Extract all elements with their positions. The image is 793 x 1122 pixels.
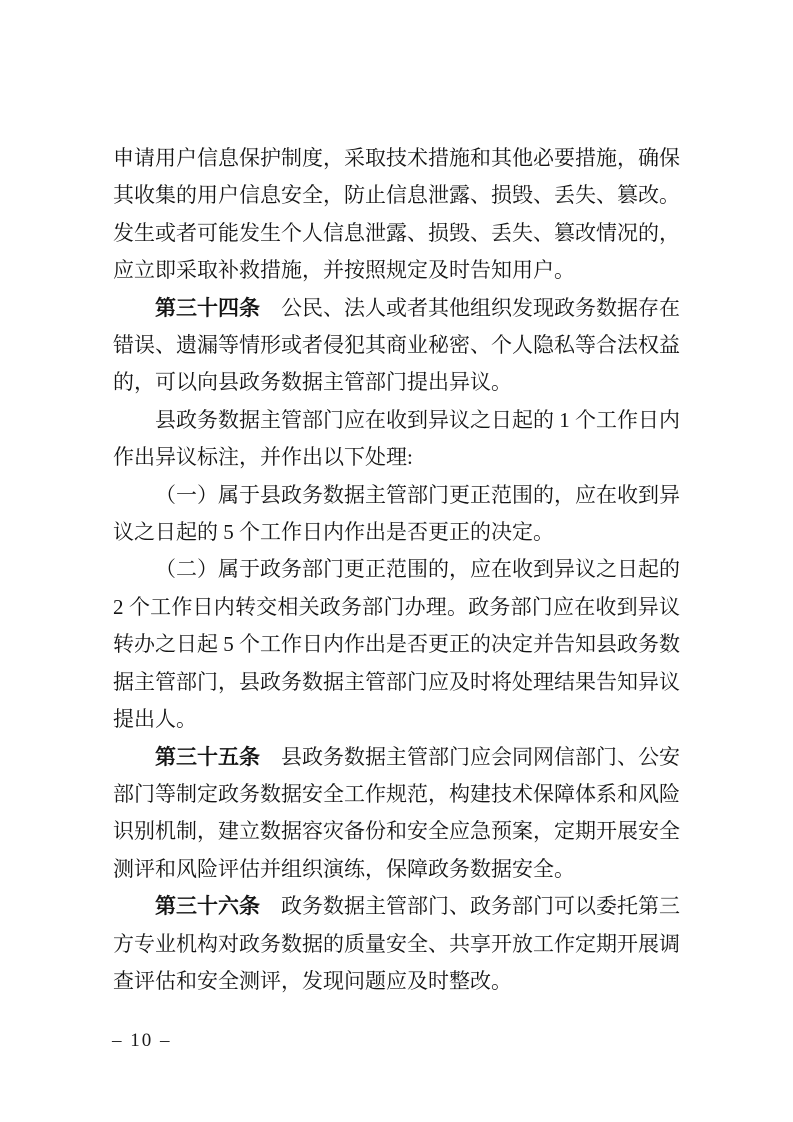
paragraph-item-two <box>113 551 680 738</box>
page-number: – 10 – <box>112 1030 172 1051</box>
article-number: 第三十六条 <box>155 894 260 919</box>
paragraph-text: 政务数据主管部门、政务部门可以委托第三方专业机构对政务数据的质量安全、共享开放工作定期开展调查评估和安全测评，发现问题应及时整改。 <box>113 894 680 993</box>
document-body <box>113 140 680 1000</box>
paragraph-objection-handling <box>113 402 680 477</box>
paragraph-item-one <box>113 477 680 552</box>
paragraph-article-35 <box>113 739 680 889</box>
paragraph-text: 公民、法人或者其他组织发现政务数据存在错误、遗漏等情形或者侵犯其商业秘密、个人隐私等合法权益的，可以向县政务数据主管部门提出异议。 <box>113 295 680 395</box>
paragraph-text: 申请用户信息保护制度，采取技术措施和其他必要措施，确保其收集的用户信息安全，防止信息泄露、损毁、丢失、篡改。发生或者可能发生个人信息泄露、损毁、丢失、篡改情况的，应立即采取补救措施，并按照规定及时告知用户。 <box>113 146 680 283</box>
article-number: 第三十五条 <box>155 744 260 769</box>
paragraph-text: （一）属于县政务数据主管部门更正范围的，应在收到异议之日起的 5 个工作日内作出是否更正的决定。 <box>113 482 680 545</box>
paragraph-article-34 <box>113 290 680 402</box>
paragraph-text: 县政务数据主管部门应会同网信部门、公安部门等制定政务数据安全工作规范，构建技术保障体系和风险识别机制，建立数据容灾备份和安全应急预案，定期开展安全测评和风险评估并组织演练，保障政务数据安全。 <box>113 744 680 881</box>
paragraph-article-36 <box>113 888 680 1000</box>
paragraph-text: （二）属于政务部门更正范围的，应在收到异议之日起的 2 个工作日内转交相关政务部门办理。政务部门应在收到异议转办之日起 5 个工作日内作出是否更正的决定并告知县政务数据主管部门，县政务数据主管部门应及时将处理结果告知异议提出人。 <box>113 557 680 732</box>
article-number: 第三十四条 <box>155 295 260 320</box>
paragraph-continuation <box>113 140 680 290</box>
paragraph-text: 县政务数据主管部门应在收到异议之日起的 1 个工作日内作出异议标注，并作出以下处理: <box>113 407 680 470</box>
